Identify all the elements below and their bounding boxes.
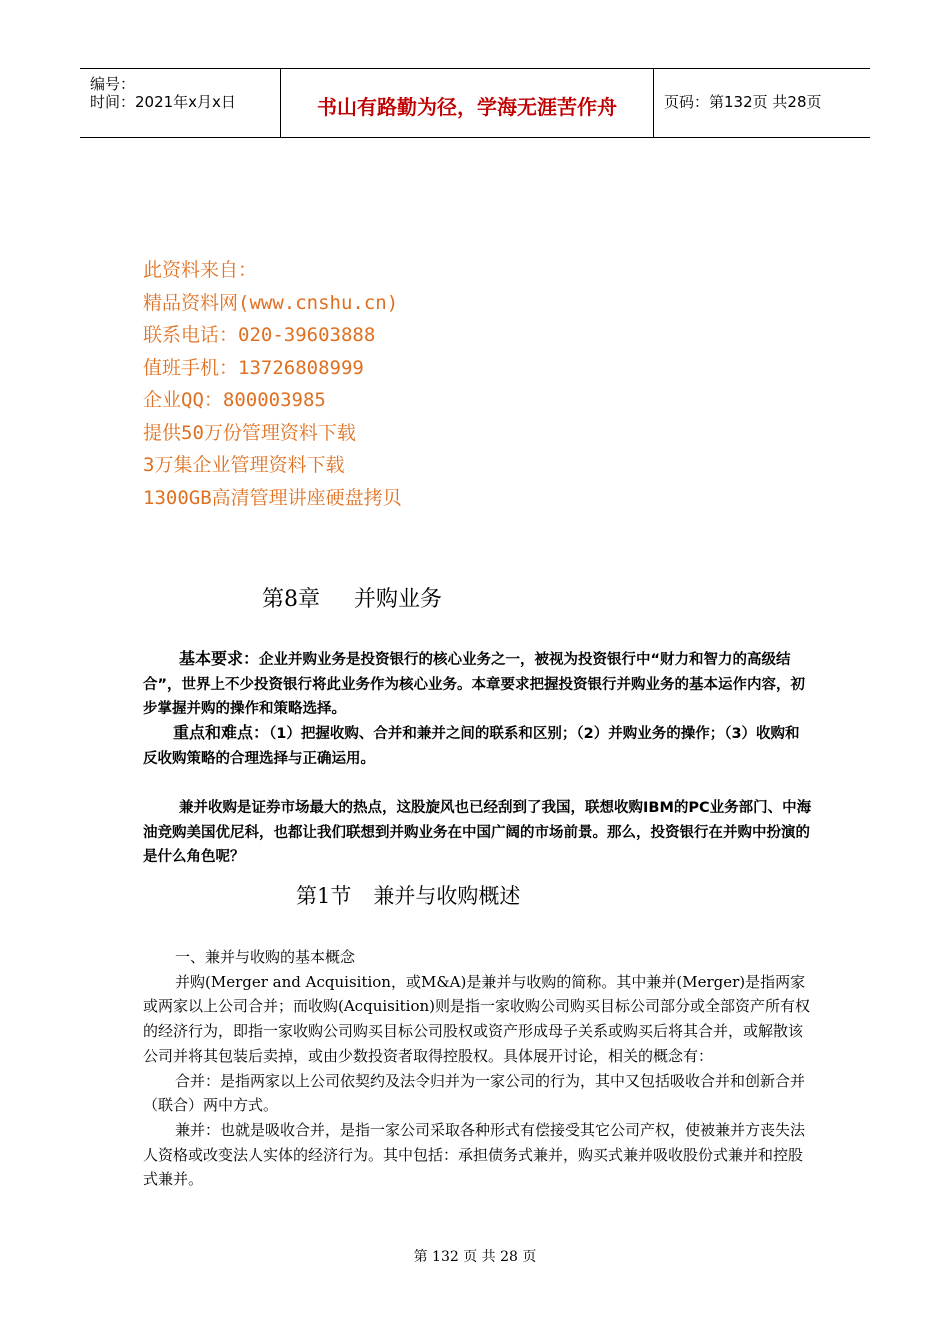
section-title: 兼并与收购概述 — [373, 884, 521, 908]
body-text — [143, 945, 813, 1192]
ad-line: 此资料来自： — [143, 259, 258, 281]
header-page-cell — [654, 69, 870, 137]
page-indicator: 页码：第132页 共28页 — [664, 93, 822, 111]
subheading: 一、兼并与收购的基本概念 — [175, 948, 356, 966]
header-meta-cell — [80, 69, 281, 137]
section-number: 第1节 — [296, 884, 352, 908]
requirements-paragraph — [143, 647, 813, 722]
key-points-paragraph — [143, 721, 813, 771]
source-ad-block — [143, 254, 402, 514]
body-paragraph: 并购(Merger and Acquisition，或M&A)是兼并与收购的简称。其中兼并(Merger)是指两家或两家以上公司合并；而收购(Acquisition)则是指一家收购公司购买目标公司部分或全部资产所有权的经济行为，即指一家收购公司购买目标公司股权或资产形成母子关系或购买后将其合并，或解散该公司并将其包装后卖掉，或由少数投资者取得控股权。具体展开讨论，相关的概念有： — [143, 972, 811, 1065]
body-paragraph: 兼并：也就是吸收合并，是指一家公司采取各种形式有偿接受其它公司产权，使被兼并方丧失法人资格或改变法人实体的经济行为。其中包括：承担债务式兼并，购买式兼并吸收股份式兼并和控股式兼并。 — [143, 1120, 806, 1189]
intro-paragraph: 兼并收购是证券市场最大的热点，这股旋风也已经刮到了我国，联想收购IBM的PC业务部门、中海油竞购美国优尼科，也都让我们联想到并购业务在中国广阔的市场前景。那么，投资银行在并购中扮演的是什么角色呢？ — [143, 800, 812, 865]
header-motto-cell — [281, 69, 654, 137]
chapter-title: 并购业务 — [354, 587, 443, 612]
motto: 书山有路勤为径，学海无涯苦作舟 — [317, 95, 617, 119]
ad-line: 值班手机：13726808999 — [143, 356, 364, 379]
requirements-text: 企业并购业务是投资银行的核心业务之一，被视为投资银行中“财力和智力的高级结合”，世界上不少投资银行将此业务作为核心业务。本章要求把握投资银行并购业务的基本运作内容，初步掌握并购的操作和策略选择。 — [143, 652, 806, 717]
ad-line: 3万集企业管理资料下载 — [143, 454, 345, 476]
requirements-label: 基本要求： — [179, 649, 260, 668]
body-paragraph: 合并：是指两家以上公司依契约及法令归并为一家公司的行为，其中又包括吸收合并和创新合并（联合）两中方式。 — [143, 1071, 806, 1115]
page-footer: 第 132 页 共 28 页 — [413, 1249, 537, 1265]
ad-line: 企业QQ：800003985 — [143, 389, 326, 411]
date-line: 时间：2021年x月x日 — [90, 93, 236, 111]
serial-label: 编号： — [90, 75, 136, 93]
ad-line: 1300GB高清管理讲座硬盘拷贝 — [143, 486, 402, 509]
section-heading — [296, 880, 520, 910]
ad-line: 精品资料网(www.cnshu.cn) — [143, 291, 399, 314]
chapter-number: 第8章 — [262, 587, 320, 612]
chapter-heading — [262, 582, 442, 613]
ad-line: 提供50万份管理资料下载 — [143, 421, 356, 444]
ad-line: 联系电话：020-39603888 — [143, 324, 376, 346]
key-points-text: （1）把握收购、合并和兼并之间的联系和区别；（2）并购业务的操作；（3）收购和反收购策略的合理选择与正确运用。 — [143, 726, 800, 767]
key-points-label: 重点和难点： — [173, 723, 270, 742]
page-header — [80, 68, 870, 138]
